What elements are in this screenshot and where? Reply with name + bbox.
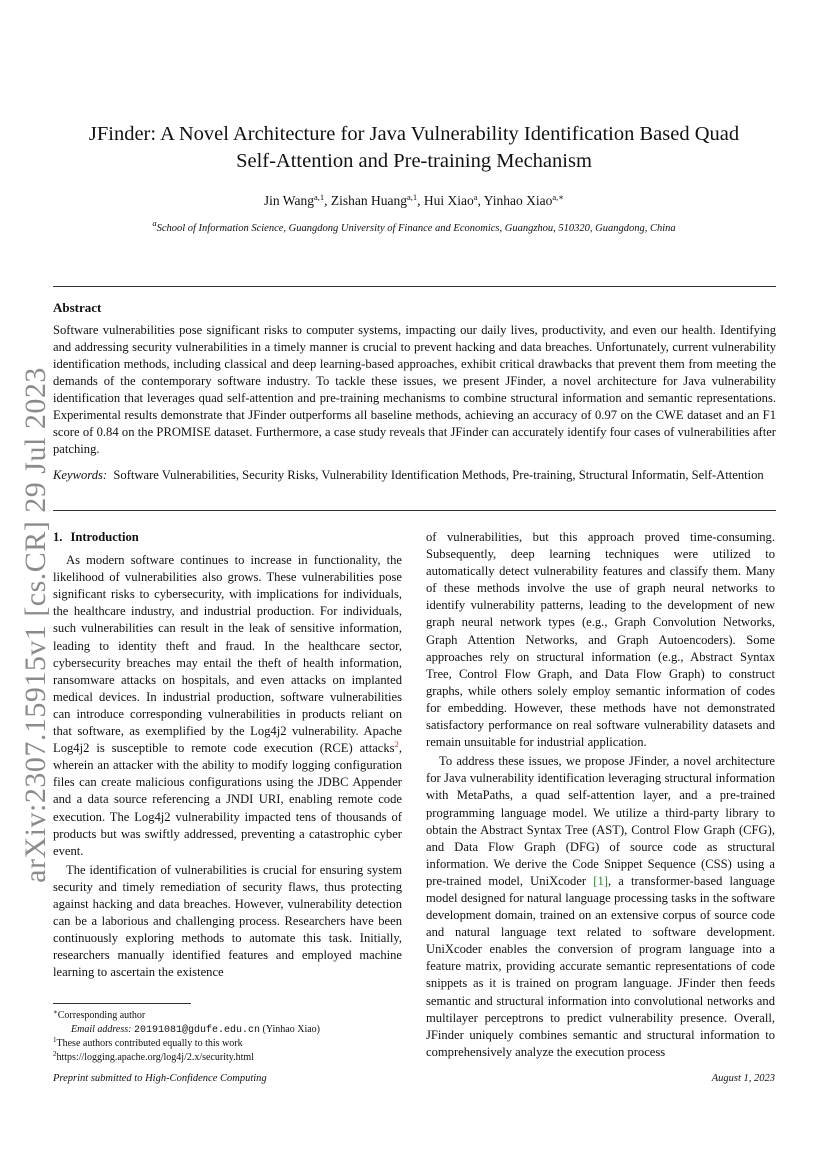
author: Zishan Huang$^{a,1}$, — [330, 192, 424, 208]
footnote-divider — [53, 1003, 191, 1004]
affiliation-text: School of Information Science, Guangdong University of Finance and Economics, Guangzhou, 510320, Guangdong, China — [156, 223, 676, 234]
affiliation — [60, 218, 768, 234]
abstract-heading: Abstract — [53, 300, 102, 315]
right-column — [426, 529, 775, 1061]
paragraph: As modern software continues to increase in functionality, the likelihood of vulnerabilities also grows. These vulnerabilities pose significant risks to cybersecurity, with implications for individuals, the healthcare industry, and industrial production. For individuals, such vulnerabilities can result in the leak of sensitive information, leading to identity theft and fraud. In the healthcare sector, cybersecurity breaches may entail the theft of health information, ransomware attacks on hospitals, and even attacks on implanted medical devices. In industrial production, software vulnerabilities can introduce corresponding vulnerabilities in products reliant on that software, as exemplified by the Log4j2 vulnerability. Apache Log4j2 is susceptible to remote code execution (RCE) attacks$^2$, wherein an attacker with the ability to modify logging configuration files can create malicious configurations using the JDBC Appender and a data source referencing a JNDI URI, enabling remote code execution. The Log4j2 vulnerability impacted tens of thousands of products but was swiftly addressed, preventing a catastrophic cyber event. — [53, 553, 402, 858]
footnote-corresponding: ∗Corresponding author — [53, 1008, 146, 1021]
arxiv-stamp-text: arXiv:2307.15915v1 [cs.CR] 29 Jul 2023 — [19, 367, 53, 883]
paper-title — [60, 121, 768, 175]
footnote-2: $^2$https://logging.apache.org/log4j/2.x/security.html — [53, 1049, 254, 1063]
divider-bottom — [53, 510, 776, 511]
section-title: Introduction — [70, 530, 139, 544]
keywords — [53, 467, 776, 484]
author-list — [60, 193, 768, 209]
section-heading — [53, 529, 402, 546]
abstract-text: Software vulnerabilities pose significant risks to computer systems, impacting our daily lives, productivity, and even our health. Identifying and addressing security vulnerabilities in a timely manner is crucial to prevent hacking and data breaches. Unfortunately, current vulnerability identification methods, including classical and deep learning-based approaches, exhibit critical drawbacks that prevent them from meeting the demands of the contemporary software industry. To tackle these issues, we present JFinder, a novel architecture for Java vulnerability identification that leverages quad self-attention and pre-training mechanisms to combine structural information and semantic representations. Experimental results demonstrate that JFinder outperforms all baseline methods, achieving an accuracy of 0.97 on the CWE dataset and an F1 score of 0.84 on the PROMISE dataset. Furthermore, a case study reveals that JFinder can accurately identify four cases of vulnerabilities after patching. — [53, 323, 776, 456]
author: Yinhao Xiao$^{a,∗}$ — [483, 192, 565, 208]
left-column — [53, 529, 402, 981]
footnotes — [53, 1009, 402, 1064]
affiliation-mark: a — [152, 218, 157, 228]
footer-date: August 1, 2023 — [711, 1073, 775, 1084]
title-line-2: Self-Attention and Pre-training Mechanism — [236, 150, 592, 172]
divider-top — [53, 286, 776, 287]
title-line-1: JFinder: A Novel Architecture for Java Vulnerability Identification Based Quad — [88, 123, 740, 145]
author: Jin Wang$^{a,1}$, — [263, 192, 331, 208]
section-number: 1. — [53, 530, 63, 544]
email-link[interactable]: 20191081@gdufe.edu.cn — [133, 1024, 260, 1036]
paragraph: To address these issues, we propose JFinder, a novel architecture for Java vulnerability identification leveraging structural information with MetaPaths, a quad self-attention layer, and a pre-trained programming language model. We utilize a third-party library to obtain the Abstract Syntax Tree (AST), Control Flow Graph (CFG), and Data Flow Graph (DFG) of source code as structural information. We derive the Code Snippet Sequence (CSS) using a pre-trained model, UniXcoder [1], a transformer-based language model designed for natural language processing tasks in the software development domain, trained on an extensive corpus of source code and natural language text related to software development. UniXcoder enables the conversion of program language into a feature matrix, providing accurate semantic representations of code snippets as it is trained on program language. JFinder then feeds semantic and structural information into convolutional networks and multilayer perceptrons to predict vulnerability presence. Overall, JFinder uniquely combines semantic and structural information to comprehensively analyze the execution process — [426, 754, 776, 1059]
keywords-label: Keywords: — [53, 468, 108, 482]
paragraph: The identification of vulnerabilities is crucial for ensuring system security and timely remediation of security flaws, thus protecting against hacking and data breaches. However, vulnerability detection can be a laborious and challenging process. Researchers have been continuously exploring methods to automate this task. Initially, researchers manually identified features and employed machine learning to ascertain the existence — [53, 862, 402, 980]
footnote-1: $^1$These authors contributed equally to this work — [53, 1036, 243, 1050]
author: Hui Xiao$^a$, — [423, 192, 484, 208]
footnote-email: Email address: 20191081@gdufe.edu.cn (Yinhao Xiao) — [71, 1023, 320, 1036]
footnote-ref-link[interactable]: 2 — [394, 739, 399, 750]
paragraph: of vulnerabilities, but this approach proved time-consuming. Subsequently, deep learning techniques were utilized to automatically detect vulnerability features and classify them. Many of these methods involve the use of graph neural networks to identify vulnerability patterns, leading to the development of new graph neural network types (e.g., Graph Convolution Networks, Graph Attention Networks, and Graph Autoencoders). Some approaches rely on structural information (e.g., Abstract Syntax Tree, Control Flow Graph, and Data Flow Graph) to construct graphs, while others solely employ semantic information of codes for embedding. However, these methods have not demonstrated satisfactory performance on real software vulnerability datasets and remain unsuitable for industrial application. — [426, 530, 775, 750]
citation-link[interactable]: [1] — [593, 873, 608, 888]
footer-venue: Preprint submitted to High-Confidence Computing — [53, 1073, 267, 1084]
keywords-text: Software Vulnerabilities, Security Risks, Vulnerability Identification Methods, Pre-training, Structural Informatin, Self-Attention — [113, 468, 764, 482]
footnote-url-link[interactable]: https://logging.apache.org/log4j/2.x/security.html — [56, 1051, 254, 1063]
